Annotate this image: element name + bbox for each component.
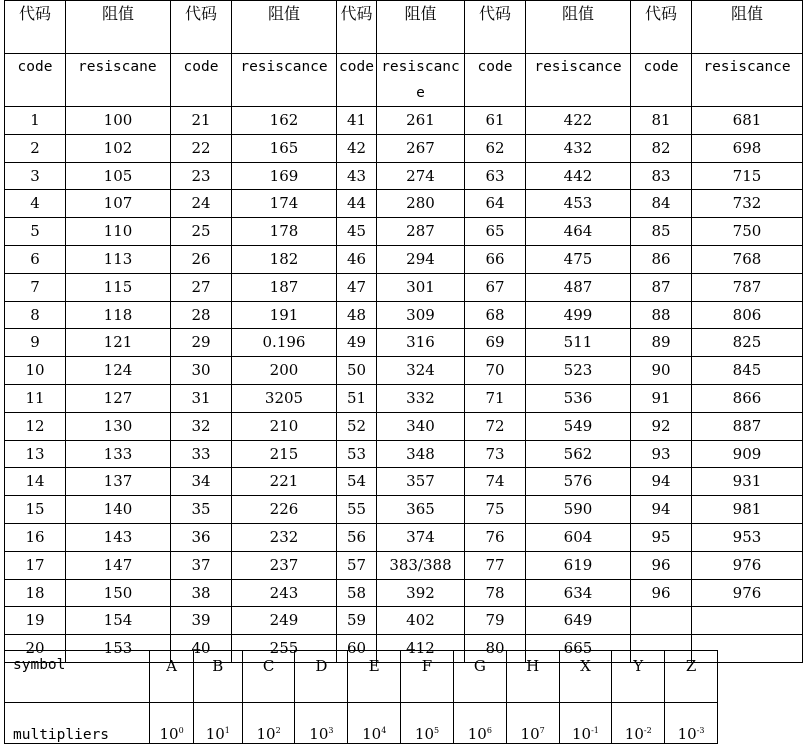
resistance-cell: 115 [66,273,171,301]
resistance-cell: 118 [66,301,171,329]
code-cell: 17 [5,551,66,579]
resistance-cell: 154 [66,607,171,635]
resistance-cell: 365 [377,496,465,524]
code-cell: 12 [5,412,66,440]
resistance-cell: 309 [377,301,465,329]
code-cell: 50 [337,357,377,385]
multiplier-cell [193,703,242,744]
code-cell: 90 [631,357,692,385]
resistance-cell: 137 [66,468,171,496]
multiplier-exponent: -3 [696,726,705,735]
table-row [5,579,803,607]
code-cell: 48 [337,301,377,329]
resistance-cell: 215 [232,440,337,468]
multiplier-exponent: -1 [591,726,599,735]
resistance-cell: 576 [526,468,631,496]
multiplier-cell [295,703,348,744]
code-cell: 87 [631,273,692,301]
multiplier-cell [665,703,718,744]
code-cell: 1 [5,107,66,135]
header-code-zh: 代码 [631,1,692,54]
header-value-en: resiscance [692,54,803,107]
table-row [5,329,803,357]
code-cell: 67 [465,273,526,301]
resistance-cell: 121 [66,329,171,357]
code-cell: 66 [465,245,526,273]
code-cell: 44 [337,190,377,218]
resistance-cell: 374 [377,523,465,551]
resistance-cell: 261 [377,107,465,135]
resistance-cell: 412 [377,635,465,663]
code-cell: 96 [631,551,692,579]
resistance-cell: 422 [526,107,631,135]
code-cell: 74 [465,468,526,496]
resistance-cell: 274 [377,162,465,190]
code-cell: 36 [171,523,232,551]
table-row [5,218,803,246]
code-cell: 94 [631,468,692,496]
code-cell: 92 [631,412,692,440]
table-row [5,384,803,412]
multiplier-base: 10 [414,725,434,743]
header-code-zh: 代码 [337,1,377,54]
resistance-cell: 102 [66,134,171,162]
code-cell: 62 [465,134,526,162]
resistance-cell: 150 [66,579,171,607]
code-cell: 55 [337,496,377,524]
code-cell: 42 [337,134,377,162]
code-cell: 24 [171,190,232,218]
code-cell: 86 [631,245,692,273]
resistance-cell: 549 [526,412,631,440]
code-cell: 4 [5,190,66,218]
code-cell: 20 [5,635,66,663]
table-row [5,245,803,273]
code-cell: 78 [465,579,526,607]
resistance-cell: 562 [526,440,631,468]
resistance-cell: 165 [232,134,337,162]
resistance-cell: 392 [377,579,465,607]
resistance-cell: 191 [232,301,337,329]
code-cell: 53 [337,440,377,468]
resistance-cell: 681 [692,107,803,135]
code-cell: 95 [631,523,692,551]
resistance-cell: 237 [232,551,337,579]
resistance-cell: 110 [66,218,171,246]
resistance-cell: 182 [232,245,337,273]
resistance-cell: 140 [66,496,171,524]
multiplier-exponent: 7 [539,726,545,735]
resistance-cell: 105 [66,162,171,190]
code-cell: 59 [337,607,377,635]
resistance-cell: 153 [66,635,171,663]
multiplier-base: 10 [677,725,697,743]
resistance-cell: 931 [692,468,803,496]
header-code-en: code [465,54,526,107]
header-code-zh: 代码 [465,1,526,54]
multiplier-cell [348,703,401,744]
resistance-cell: 267 [377,134,465,162]
code-cell: 37 [171,551,232,579]
resistance-cell: 133 [66,440,171,468]
code-cell: 32 [171,412,232,440]
code-cell: 41 [337,107,377,135]
table-row [5,523,803,551]
multiplier-exponent: 1 [224,726,230,735]
multiplier-exponent: 3 [328,726,334,735]
code-cell: 73 [465,440,526,468]
code-cell: 22 [171,134,232,162]
resistance-cell: 162 [232,107,337,135]
code-cell: 65 [465,218,526,246]
multiplier-base: 10 [520,725,540,743]
code-cell: 15 [5,496,66,524]
symbol-cell: C [242,651,295,703]
multiplier-base: 10 [362,725,382,743]
resistance-cell: 3205 [232,384,337,412]
table-row [5,551,803,579]
resistance-cell: 187 [232,273,337,301]
resistance-cell: 866 [692,384,803,412]
resistance-cell: 634 [526,579,631,607]
code-cell: 77 [465,551,526,579]
multiplier-base: 10 [159,725,179,743]
code-cell: 9 [5,329,66,357]
code-cell: 8 [5,301,66,329]
resistance-cell: 976 [692,579,803,607]
resistance-cell: 825 [692,329,803,357]
header-value-zh: 阻值 [692,1,803,54]
resistance-cell: 475 [526,245,631,273]
header-value-en: resiscane [66,54,171,107]
multiplier-base: 10 [571,725,592,743]
code-cell: 26 [171,245,232,273]
code-cell: 61 [465,107,526,135]
table-row [5,412,803,440]
header-code-en: code [171,54,232,107]
resistance-cell: 232 [232,523,337,551]
code-cell: 93 [631,440,692,468]
code-cell: 76 [465,523,526,551]
resistance-cell: 124 [66,357,171,385]
code-cell: 14 [5,468,66,496]
code-cell: 54 [337,468,377,496]
resistance-cell: 200 [232,357,337,385]
resistance-cell: 301 [377,273,465,301]
resistance-cell: 127 [66,384,171,412]
code-cell: 52 [337,412,377,440]
code-cell: 40 [171,635,232,663]
resistance-cell: 768 [692,245,803,273]
code-cell: 94 [631,496,692,524]
symbol-cell: X [559,651,612,703]
symbol-cell: G [453,651,506,703]
header-value-zh: 阻值 [377,1,465,54]
multiplier-exponent: 2 [275,726,281,735]
multiplier-exponent: 0 [178,726,184,735]
header-code-en: code [337,54,377,107]
header-value-en: resiscance [377,54,465,107]
resistance-cell: 147 [66,551,171,579]
code-cell: 60 [337,635,377,663]
code-cell: 72 [465,412,526,440]
code-cell: 5 [5,218,66,246]
code-cell: 28 [171,301,232,329]
header-code-en: code [631,54,692,107]
resistance-cell: 294 [377,245,465,273]
resistance-cell: 590 [526,496,631,524]
code-cell: 63 [465,162,526,190]
table-row [5,496,803,524]
resistance-cell: 487 [526,273,631,301]
resistance-cell: 178 [232,218,337,246]
code-cell: 46 [337,245,377,273]
resistance-cell: 464 [526,218,631,246]
code-cell: 10 [5,357,66,385]
code-cell: 34 [171,468,232,496]
table-row [5,301,803,329]
code-cell: 79 [465,607,526,635]
resistance-cell: 499 [526,301,631,329]
resistance-cell: 976 [692,551,803,579]
code-cell: 81 [631,107,692,135]
resistance-cell: 649 [526,607,631,635]
resistance-cell: 698 [692,134,803,162]
code-cell: 29 [171,329,232,357]
header-row-english [5,54,803,107]
code-cell: 71 [465,384,526,412]
header-value-zh: 阻值 [232,1,337,54]
resistance-cell: 324 [377,357,465,385]
code-cell: 47 [337,273,377,301]
multiplier-cell [612,703,665,744]
symbol-cell: D [295,651,348,703]
code-cell: 64 [465,190,526,218]
resistance-cell: 887 [692,412,803,440]
symbol-cell: Y [612,651,665,703]
table-row [5,440,803,468]
resistance-cell: 100 [66,107,171,135]
resistance-cell: 806 [692,301,803,329]
table-row [5,357,803,385]
code-cell: 31 [171,384,232,412]
resistance-cell: 432 [526,134,631,162]
code-cell: 88 [631,301,692,329]
code-cell: 38 [171,579,232,607]
symbol-cell: F [401,651,454,703]
code-cell: 13 [5,440,66,468]
symbol-row [5,651,718,703]
resistance-cell: 981 [692,496,803,524]
code-cell: 23 [171,162,232,190]
code-cell: 19 [5,607,66,635]
code-cell: 11 [5,384,66,412]
multiplier-cell [150,703,194,744]
symbol-cell: B [193,651,242,703]
code-cell: 18 [5,579,66,607]
resistance-cell: 523 [526,357,631,385]
resistance-cell: 536 [526,384,631,412]
table-row [5,190,803,218]
header-value-en: resiscance [232,54,337,107]
table-row [5,273,803,301]
resistance-cell: 953 [692,523,803,551]
resistance-cell: 340 [377,412,465,440]
multiplier-cell [401,703,454,744]
symbol-cell: Z [665,651,718,703]
code-cell: 91 [631,384,692,412]
header-value-zh: 阻值 [66,1,171,54]
code-cell: 2 [5,134,66,162]
multipliers-label: multipliers [5,703,150,744]
multiplier-base: 10 [309,725,329,743]
resistance-cell: 732 [692,190,803,218]
resistance-code-table [4,0,803,663]
resistance-cell: 226 [232,496,337,524]
code-cell: 3 [5,162,66,190]
resistance-cell: 787 [692,273,803,301]
symbol-cell: H [506,651,559,703]
code-cell: 25 [171,218,232,246]
resistance-cell: 107 [66,190,171,218]
resistance-cell: 243 [232,579,337,607]
code-cell: 43 [337,162,377,190]
multiplier-row [5,703,718,744]
resistance-cell: 383/388 [377,551,465,579]
code-cell [631,607,692,635]
code-cell: 56 [337,523,377,551]
code-cell: 75 [465,496,526,524]
table-row [5,107,803,135]
table-row [5,607,803,635]
resistance-cell: 511 [526,329,631,357]
multiplier-cell [559,703,612,744]
resistance-cell: 665 [526,635,631,663]
resistance-cell: 143 [66,523,171,551]
symbol-cell: A [150,651,194,703]
symbol-label: symbol [5,651,150,703]
code-cell: 82 [631,134,692,162]
resistance-cell: 113 [66,245,171,273]
multiplier-cell [453,703,506,744]
resistance-cell: 619 [526,551,631,579]
multiplier-base: 10 [256,725,276,743]
resistance-cell: 287 [377,218,465,246]
multiplier-cell [242,703,295,744]
resistance-cell: 604 [526,523,631,551]
symbol-cell: E [348,651,401,703]
resistance-cell: 332 [377,384,465,412]
code-cell: 7 [5,273,66,301]
code-cell: 80 [465,635,526,663]
resistance-cell: 442 [526,162,631,190]
resistance-cell: 348 [377,440,465,468]
multiplier-cell [506,703,559,744]
code-cell: 33 [171,440,232,468]
resistance-cell: 249 [232,607,337,635]
code-cell: 27 [171,273,232,301]
code-cell: 68 [465,301,526,329]
multiplier-exponent: 4 [381,726,387,735]
code-cell: 89 [631,329,692,357]
header-value-en: resiscance [526,54,631,107]
resistance-cell: 169 [232,162,337,190]
resistance-cell [692,607,803,635]
code-cell: 85 [631,218,692,246]
code-cell: 39 [171,607,232,635]
resistance-cell: 255 [232,635,337,663]
header-code-zh: 代码 [5,1,66,54]
table-row [5,162,803,190]
multiplier-base: 10 [624,725,644,743]
table-row [5,468,803,496]
resistance-cell: 280 [377,190,465,218]
multiplier-base: 10 [205,725,225,743]
resistance-cell: 402 [377,607,465,635]
resistance-cell: 174 [232,190,337,218]
code-cell: 58 [337,579,377,607]
header-code-en: code [5,54,66,107]
code-cell: 84 [631,190,692,218]
resistance-cell: 0.196 [232,329,337,357]
header-row-chinese [5,1,803,54]
code-cell: 51 [337,384,377,412]
header-value-zh: 阻值 [526,1,631,54]
header-code-zh: 代码 [171,1,232,54]
resistance-cell: 909 [692,440,803,468]
code-cell: 96 [631,579,692,607]
code-cell: 16 [5,523,66,551]
code-cell: 21 [171,107,232,135]
multiplier-exponent: -2 [643,726,652,735]
resistance-cell: 357 [377,468,465,496]
multiplier-base: 10 [467,725,487,743]
multiplier-table [4,650,718,744]
resistance-cell: 845 [692,357,803,385]
resistance-cell: 453 [526,190,631,218]
code-cell: 49 [337,329,377,357]
multiplier-exponent: 5 [434,726,440,735]
code-cell: 69 [465,329,526,357]
resistance-cell: 130 [66,412,171,440]
code-cell: 35 [171,496,232,524]
resistance-cell: 221 [232,468,337,496]
resistance-cell: 715 [692,162,803,190]
resistance-cell: 210 [232,412,337,440]
code-cell: 6 [5,245,66,273]
code-cell: 45 [337,218,377,246]
code-cell: 70 [465,357,526,385]
code-cell: 57 [337,551,377,579]
resistance-cell: 316 [377,329,465,357]
table-row [5,134,803,162]
multiplier-exponent: 6 [486,726,492,735]
resistance-cell: 750 [692,218,803,246]
code-cell: 30 [171,357,232,385]
code-cell: 83 [631,162,692,190]
